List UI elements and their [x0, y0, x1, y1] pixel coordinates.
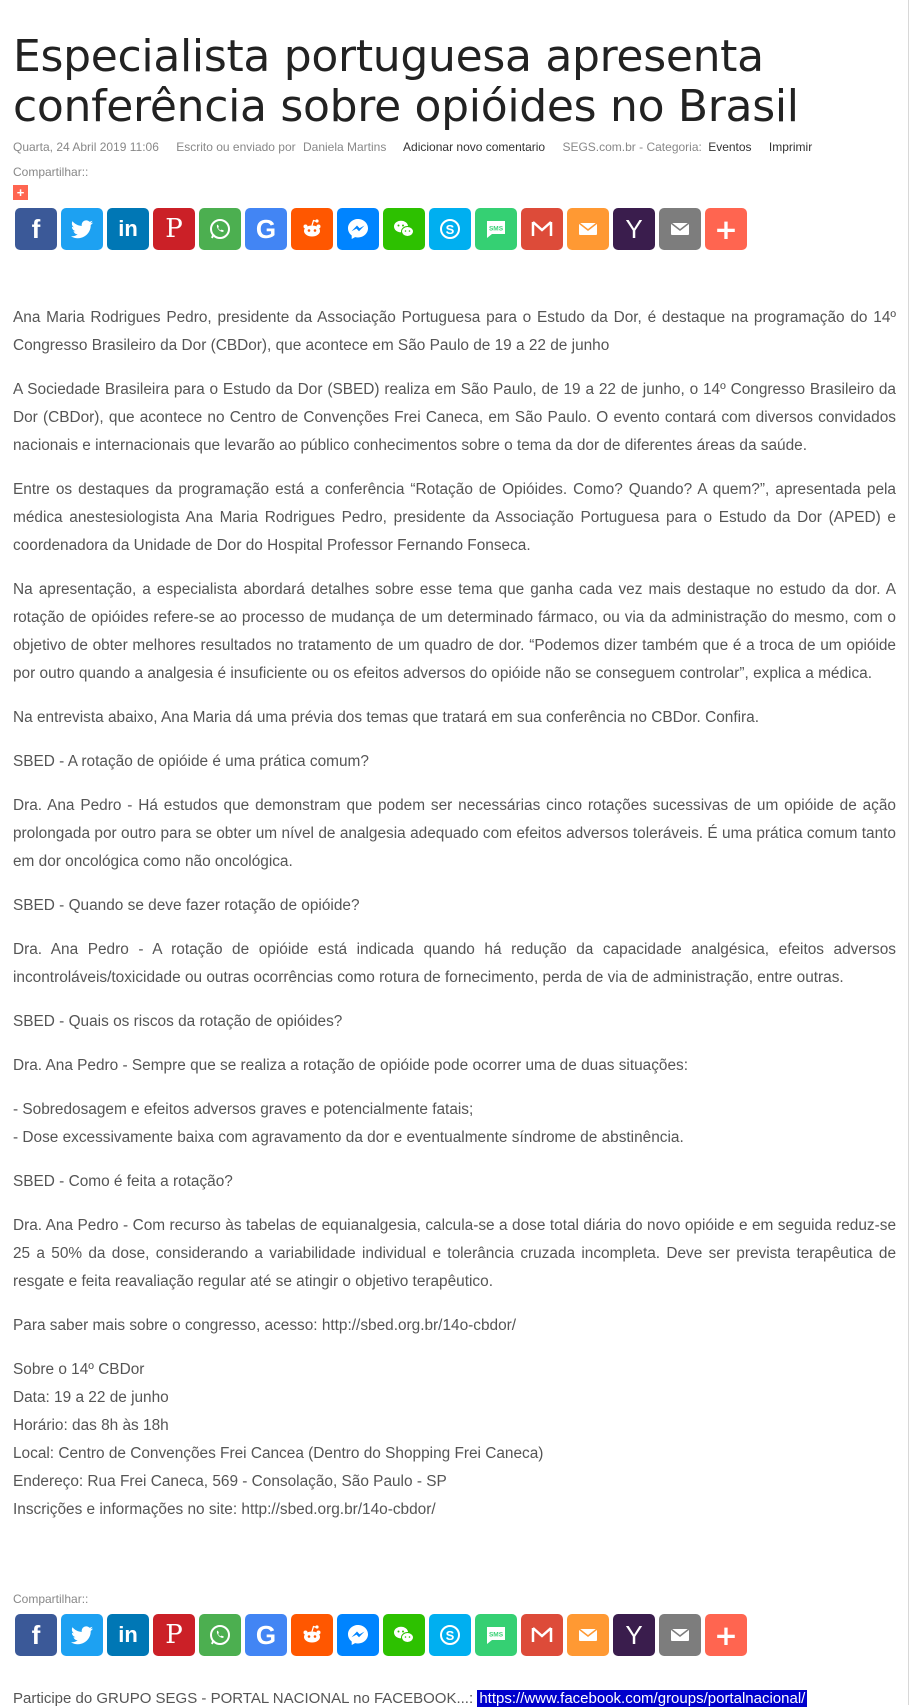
page-right-border — [908, 0, 909, 1705]
pinterest-icon: P — [165, 1620, 183, 1650]
share-label-top: Compartilhar:: — [13, 165, 89, 179]
share-twitter-button[interactable] — [61, 1614, 103, 1656]
share-bar-bottom — [15, 1614, 751, 1656]
share-reddit-button[interactable] — [291, 1614, 333, 1656]
share-yammer-button[interactable] — [613, 208, 655, 250]
more-icon: + — [714, 1618, 738, 1652]
whatsapp-icon — [208, 1623, 232, 1647]
reddit-icon — [300, 1623, 324, 1647]
sms-icon — [484, 1623, 508, 1647]
google-icon: G — [255, 213, 277, 244]
facebook-group-line — [13, 1690, 807, 1707]
svg-text:SMS: SMS — [488, 225, 504, 233]
print-link[interactable]: Imprimir — [768, 140, 813, 154]
share-google-button[interactable] — [245, 1614, 287, 1656]
more-icon: + — [714, 212, 738, 246]
share-google-button[interactable] — [245, 208, 287, 250]
email-icon — [668, 217, 692, 241]
interview-question: SBED - Como é feita a rotação? — [13, 1173, 233, 1190]
event-info-line: Endereço: Rua Frei Caneca, 569 - Consolação, São Paulo - SP — [13, 1473, 447, 1490]
email-icon — [668, 1623, 692, 1647]
share-bar-top — [15, 208, 751, 250]
reddit-icon — [300, 217, 324, 241]
email-orange-icon — [576, 217, 600, 241]
facebook-group-link[interactable]: https://www.facebook.com/groups/portalnacional/ — [479, 1690, 806, 1707]
risk-item: - Dose excessivamente baixa com agravamento da dor e eventualmente síndrome de abstinência. — [13, 1129, 684, 1146]
share-whatsapp-button[interactable] — [199, 208, 241, 250]
share-pinterest-button[interactable] — [153, 1614, 195, 1656]
interview-question: SBED - Quando se deve fazer rotação de opióide? — [13, 897, 360, 914]
paragraph: Na entrevista abaixo, Ana Maria dá uma prévia dos temas que tratará em sua conferência no CBDor. Confira. — [13, 709, 759, 726]
twitter-icon — [70, 217, 94, 241]
paragraph: A Sociedade Brasileira para o Estudo da Dor (SBED) realiza em São Paulo, de 19 a 22 de junho, o 14º Congresso Brasileiro da Dor (CBDor), que acontece no Centro de Convenções Frei Caneca, em São Paulo. O evento contará com diversos convidados nacionais e internacionais que levarão ao público conhecimentos sobre o tema da dor de diferentes áreas da saúde. — [13, 381, 896, 454]
share-email-button[interactable] — [659, 1614, 701, 1656]
interview-answer: Dra. Ana Pedro - Com recurso às tabelas de equianalgesia, calcula-se a dose total diária do novo opióide e em seguida reduz-se 25 a 50% da dose, considerando a variabilidade individual e tolerância cruzada incompleta. Deve ser prevista terapêutica de resgate e feita reavaliação regular até se atingir o objetivo terapêutico. — [13, 1217, 896, 1290]
event-info — [13, 1356, 896, 1524]
facebook-icon: f — [31, 1619, 41, 1650]
svg-text:S: S — [445, 1628, 455, 1643]
share-sms-button[interactable] — [475, 208, 517, 250]
share-gmail-button[interactable] — [521, 208, 563, 250]
share-wechat-button[interactable] — [383, 1614, 425, 1656]
interview-answer: Dra. Ana Pedro - A rotação de opióide está indicada quando há redução da capacidade analgésica, efeitos adversos incontroláveis/toxicidade ou outras ocorrências como rotura de fornecimento, perda de via de administração, entre outras. — [13, 941, 896, 986]
interview-question: SBED - A rotação de opióide é uma prática comum? — [13, 753, 369, 770]
article-title: Especialista portuguesa apresenta conferência sobre opióides no Brasil — [13, 31, 799, 132]
share-reddit-button[interactable] — [291, 208, 333, 250]
share-messenger-button[interactable] — [337, 1614, 379, 1656]
wechat-icon — [392, 217, 416, 241]
category-prefix: SEGS.com.br - Categoria: — [562, 140, 702, 154]
share-more-button[interactable] — [705, 1614, 747, 1656]
more-info: Para saber mais sobre o congresso, acesso: http://sbed.org.br/14o-cbdor/ — [13, 1317, 517, 1334]
event-info-line: Inscrições e informações no site: http://sbed.org.br/14o-cbdor/ — [13, 1501, 436, 1518]
skype-icon — [438, 217, 462, 241]
risk-item: - Sobredosagem e efeitos adversos graves e potencialmente fatais; — [13, 1101, 474, 1118]
share-pinterest-button[interactable] — [153, 208, 195, 250]
paragraph: Entre os destaques da programação está a conferência “Rotação de Opióides. Como? Quando? A quem?”, apresentada pela médica anestesiologista Ana Maria Rodrigues Pedro, presidente da Associação Portuguesa para o Estudo da Dor (APED) e coordenadora da Unidade de Dor do Hospital Professor Fernando Fonseca. — [13, 481, 896, 554]
share-linkedin-button[interactable] — [107, 1614, 149, 1656]
share-linkedin-button[interactable] — [107, 208, 149, 250]
share-wechat-button[interactable] — [383, 208, 425, 250]
share-messenger-button[interactable] — [337, 208, 379, 250]
whatsapp-icon — [208, 217, 232, 241]
yammer-icon: Y — [625, 1619, 643, 1650]
event-info-line: Data: 19 a 22 de junho — [13, 1389, 169, 1406]
share-more-button[interactable] — [705, 208, 747, 250]
article-meta — [13, 140, 826, 154]
share-skype-button[interactable] — [429, 1614, 471, 1656]
interview-answer: Dra. Ana Pedro - Há estudos que demonstram que podem ser necessárias cinco rotações sucessivas de um opióide de ação prolongada por outro para se obter um nível de analgesia adequado com efeitos adversos toleráveis. É uma prática comum tanto em dor oncológica como não oncológica. — [13, 797, 896, 870]
share-twitter-button[interactable] — [61, 208, 103, 250]
share-facebook-button[interactable] — [15, 1614, 57, 1656]
svg-text:SMS: SMS — [488, 1631, 504, 1639]
share-email-button[interactable] — [659, 208, 701, 250]
messenger-icon — [346, 217, 370, 241]
linkedin-icon: in — [118, 216, 138, 241]
gmail-icon — [530, 1623, 554, 1647]
event-info-line: Sobre o 14º CBDor — [13, 1361, 145, 1378]
paragraph: Ana Maria Rodrigues Pedro, presidente da Associação Portuguesa para o Estudo da Dor, é destaque na programação do 14º Congresso Brasileiro da Dor (CBDor), que acontece em São Paulo de 19 a 22 de junho — [13, 309, 896, 354]
author-prefix: Escrito ou enviado por — [176, 140, 296, 154]
share-yammer-button[interactable] — [613, 1614, 655, 1656]
share-whatsapp-button[interactable] — [199, 1614, 241, 1656]
share-plus-mini-button[interactable]: + — [13, 185, 28, 200]
linkedin-icon: in — [118, 1622, 138, 1647]
yammer-icon: Y — [625, 213, 643, 244]
share-email-orange-button[interactable] — [567, 208, 609, 250]
facebook-group-text: Participe do GRUPO SEGS - PORTAL NACIONAL no FACEBOOK...: — [13, 1690, 478, 1707]
skype-icon — [438, 1623, 462, 1647]
article-body — [13, 304, 896, 1540]
author-name: Daniela Martins — [302, 140, 387, 154]
risk-list — [13, 1096, 896, 1152]
article-date: Quarta, 24 Abril 2019 11:06 — [13, 140, 159, 154]
event-info-line: Horário: das 8h às 18h — [13, 1417, 169, 1434]
facebook-icon: f — [31, 213, 41, 244]
email-orange-icon — [576, 1623, 600, 1647]
share-facebook-button[interactable] — [15, 208, 57, 250]
event-info-line: Local: Centro de Convenções Frei Cancea (Dentro do Shopping Frei Caneca) — [13, 1445, 544, 1462]
svg-text:S: S — [445, 222, 455, 237]
interview-answer: Dra. Ana Pedro - Sempre que se realiza a rotação de opióide pode ocorrer uma de duas situações: — [13, 1057, 689, 1074]
pinterest-icon: P — [165, 214, 183, 244]
sms-icon — [484, 217, 508, 241]
twitter-icon — [70, 1623, 94, 1647]
add-comment-link[interactable]: Adicionar novo comentario — [403, 140, 546, 154]
gmail-icon — [530, 217, 554, 241]
share-skype-button[interactable] — [429, 208, 471, 250]
wechat-icon — [392, 1623, 416, 1647]
share-label-bottom: Compartilhar:: — [13, 1592, 89, 1606]
messenger-icon — [346, 1623, 370, 1647]
interview-question: SBED - Quais os riscos da rotação de opióides? — [13, 1013, 343, 1030]
category-link[interactable]: Eventos — [708, 140, 752, 154]
share-email-orange-button[interactable] — [567, 1614, 609, 1656]
google-icon: G — [255, 1619, 277, 1650]
paragraph: Na apresentação, a especialista abordará detalhes sobre esse tema que ganha cada vez mais destaque no estudo da dor. A rotação de opióides refere-se ao processo de mudança de um determinado fármaco, ou via da administração do mesmo, com o objetivo de obter melhores resultados no tratamento de um quadro de dor. “Podemos dizer também que é a troca de um opióide por outro quando a analgesia é insuficiente ou os efeitos adversos do opióide não se conseguem controlar”, explica a médica. — [13, 581, 896, 682]
share-gmail-button[interactable] — [521, 1614, 563, 1656]
share-sms-button[interactable] — [475, 1614, 517, 1656]
